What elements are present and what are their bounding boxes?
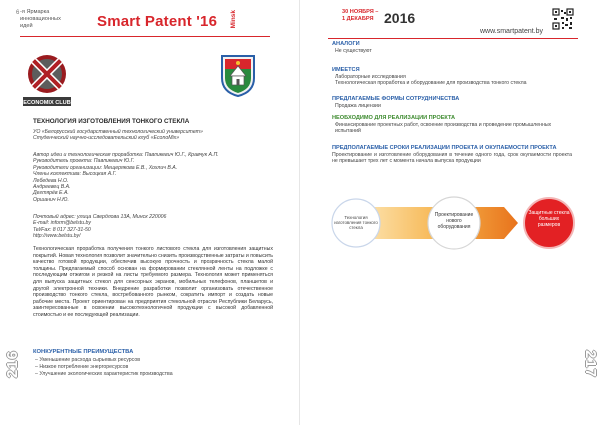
project-flow-diagram bbox=[328, 193, 578, 253]
header-divider bbox=[20, 36, 270, 37]
brand-title: Smart Patent '16 bbox=[97, 13, 218, 30]
project-title: ТЕХНОЛОГИЯ ИЗГОТОВЛЕНИЯ ТОНКОГО СТЕКЛА bbox=[33, 118, 190, 125]
author-line: Дегтярёв Е.А. bbox=[33, 190, 69, 197]
timeline-section bbox=[332, 145, 572, 165]
right-page bbox=[300, 0, 600, 425]
requirements-text: Финансирование проектных работ, освоение производства и проведение промышленных испытаний bbox=[335, 122, 552, 135]
advantage-item: – Низкое потребление энергоресурсов bbox=[35, 364, 265, 371]
analogs-section bbox=[332, 41, 572, 54]
flow-step-2-label: Проектирование нового оборудования bbox=[434, 212, 474, 230]
analogs-text: Не существуют bbox=[335, 48, 372, 54]
contacts-block bbox=[33, 214, 273, 240]
website-link[interactable]: http://www.belstu.by/ bbox=[33, 233, 81, 240]
economix-logo-text: ECONOMIX CLUB bbox=[23, 100, 71, 106]
available-section bbox=[332, 67, 572, 87]
header-divider-right bbox=[328, 38, 578, 39]
project-description: Технологическая проработка получения тонкого листового стекла для изготовления защитных покрытий. Новая технология позволит значительно снизить производственные затраты и повысить качество готовой продукции, обеспечив высокую прочность и прозрачность стекла малой толщины. Предлагаемый способ основан на формировании стеклянной ленты на подложке с последующим отжигом и резкой на листы требуемого размера. Технология может применяться для выпуска защитных стекол для сенсорных экранов, мобильных телефонов, планшетов и другой электронной техники. Внедрение разработки позволит организовать отечественное производство тонкого стекла, востребованного рынком, сократить импорт и создать новые рабочие места. Проект ориентирован на предприятия стекольной отрасли Республики Беларусь, заинтересованные в освоении высокотехнологичной продукции с высокой добавленной стоимостью и ее последующей реализации. bbox=[33, 246, 273, 318]
qr-code-icon bbox=[552, 8, 574, 30]
cooperation-heading: ПРЕДЛАГАЕМЫЕ ФОРМЫ СОТРУДНИЧЕСТВА bbox=[332, 96, 460, 102]
author-line: Руководитель проекта: Павликевич Ю.Г. bbox=[33, 158, 135, 165]
fair-title-text: -я Ярмарка инновационных идей bbox=[20, 9, 61, 29]
cooperation-section bbox=[332, 96, 572, 109]
author-line: Автор идеи и технологическая проработка: Павликевич Ю.Г., Кравчук А.П. bbox=[33, 152, 219, 158]
authors-block bbox=[33, 152, 273, 203]
event-date-end: 1 ДЕКАБРЯ bbox=[342, 16, 374, 22]
city-label: Minsk bbox=[230, 10, 237, 29]
fair-title bbox=[16, 9, 75, 30]
advantages-heading: КОНКУРЕНТНЫЕ ПРЕИМУЩЕСТВА bbox=[33, 349, 134, 355]
page-number-right: 217 bbox=[582, 350, 599, 379]
requirements-section bbox=[332, 115, 572, 135]
event-date-start: 30 НОЯБРЯ – bbox=[342, 9, 379, 15]
requirements-heading: НЕОБХОДИМО ДЛЯ РЕАЛИЗАЦИИ ПРОЕКТА bbox=[332, 115, 456, 121]
author-line: Лебедева Н.О. bbox=[33, 177, 69, 184]
available-item: Лабораторные исследования bbox=[335, 74, 406, 80]
author-line: Оршанич Н.Ю. bbox=[33, 196, 69, 203]
author-line: Руководители организации: Мещерякова Е.В., Хохлич В.А. bbox=[33, 164, 178, 171]
timeline-heading: ПРЕДПОЛАГАЕМЫЕ СРОКИ РЕАЛИЗАЦИИ ПРОЕКТА И ОКУПАЕМОСТИ ПРОЕКТА bbox=[332, 145, 557, 151]
phone-number: Tel/Fax: 8 017 327-31-50 bbox=[33, 226, 91, 233]
author-line: Члены коллектива: Высоцкая А.Г. bbox=[33, 171, 117, 178]
economix-club-logo bbox=[21, 52, 73, 110]
available-heading: ИМЕЕТСЯ bbox=[332, 67, 360, 73]
page-number-left: 216 bbox=[4, 350, 21, 379]
analogs-heading: АНАЛОГИ bbox=[332, 41, 360, 47]
organization-line: Студенческий научно-исследовательский клуб «EconoMix» bbox=[33, 135, 180, 142]
advantage-item: – Улучшение экологических характеристик производства bbox=[35, 371, 265, 378]
cooperation-text: Продажа лицензии bbox=[335, 103, 381, 109]
advantages-list bbox=[35, 357, 265, 378]
university-crest-logo bbox=[218, 52, 258, 98]
flow-step-3-label: Защитные стекла больших размеров bbox=[528, 210, 570, 228]
advantage-item: – Уменьшение расхода сырьевых ресурсов bbox=[35, 357, 265, 364]
email-link[interactable]: E-mail: inform@belstu.by bbox=[33, 220, 92, 227]
event-year: 2016 bbox=[384, 10, 416, 26]
event-website-link[interactable]: www.smartpatent.by bbox=[480, 28, 544, 35]
organization-block bbox=[33, 129, 273, 141]
available-item: Технологическая проработка и оборудование для производства тонкого стекла bbox=[335, 80, 527, 87]
flow-step-1-label: Технология изготовления тонкого стекла bbox=[334, 215, 378, 231]
organization-line: УО «Белорусский государственный технологический университет» bbox=[33, 129, 203, 135]
fair-number: 6 bbox=[16, 10, 20, 16]
author-line: Андреевец В.А. bbox=[33, 184, 71, 191]
timeline-text: Проектирование и изготовление оборудования в течение одного года, срок окупаемости проекта не превышает трех лет с момента начала выпуска продукции bbox=[332, 152, 572, 165]
postal-address: Почтовый адрес: улица Свердлова 13А, Минск 220006 bbox=[33, 214, 167, 220]
